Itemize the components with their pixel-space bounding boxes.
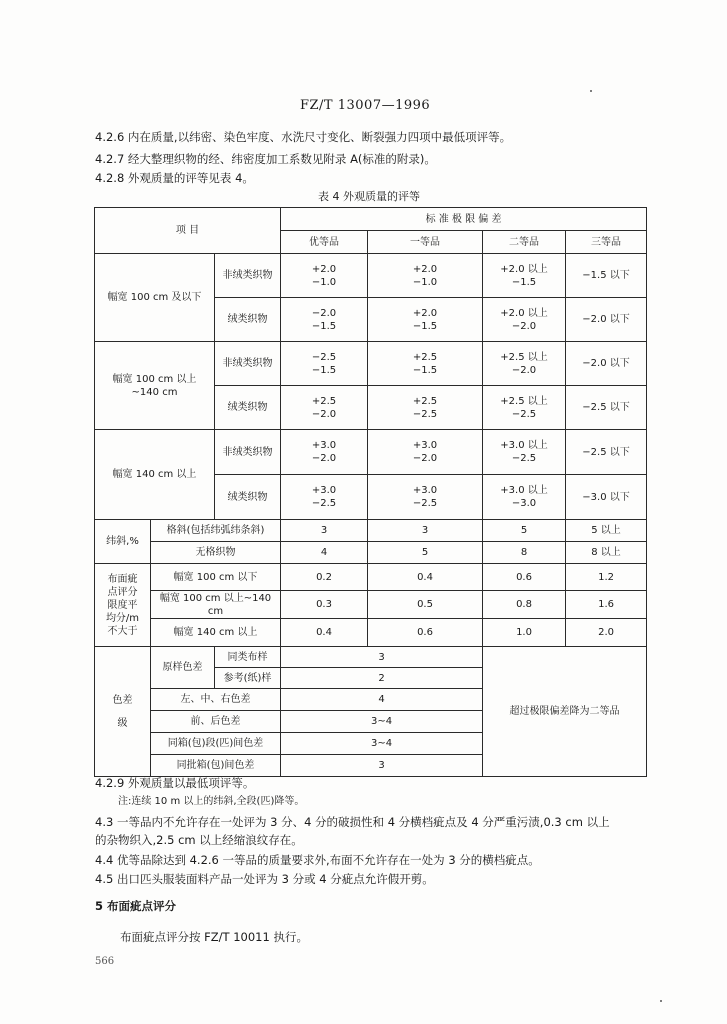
value-cell: 0.5 [368,591,483,619]
color-label: 色差 级 [95,647,151,777]
grade-header: 优等品 [281,231,368,254]
section-5-body: 布面疵点评分按 FZ/T 10011 执行。 [120,930,308,944]
limit-cell: +2.5 以上 −2.0 [483,342,566,386]
clause-4-2-9: 4.2.9 外观质量以最低项评等。 [95,776,255,790]
clause-4-5: 4.5 出口匹头服装面料产品一处评为 3 分或 4 分疵点允许假开剪。 [95,872,434,886]
header-limit: 标 准 极 限 偏 差 [281,208,647,231]
limit-cell: +3.0 以上 −2.5 [483,430,566,475]
value-cell: 0.8 [483,591,566,619]
limit-cell: +2.5 以上 −2.5 [483,386,566,430]
clause-4-2-6: 4.2.6 内在质量,以纬密、染色牢度、水洗尺寸变化、断裂强力四项中最低项评等。 [95,130,512,144]
value-cell: 4 [281,689,483,711]
color-subtype: 同箱(包)段(匹)间色差 [151,733,281,755]
table-note: 注:连续 10 m 以上的纬斜,全段(匹)降等。 [118,796,305,807]
limit-cell: +2.0 −1.0 [368,254,483,298]
color-note: 超过极限偏差降为二等品 [483,647,647,777]
limit-cell: +3.0 −2.0 [281,430,368,475]
clause-4-2-7: 4.2.7 经大整理织物的经、纬密度加工系数见附录 A(标准的附录)。 [95,152,436,166]
value-cell: 4 [281,542,368,564]
width-subtype: 绒类织物 [215,298,281,342]
value-cell: 0.2 [281,564,368,591]
color-subtype: 前、后色差 [151,711,281,733]
color-subtype: 参考(纸)样 [215,668,281,689]
limit-cell: −2.5 −1.5 [281,342,368,386]
page-number: 566 [95,956,115,967]
value-cell: 2.0 [566,619,647,647]
value-cell: 0.6 [483,564,566,591]
grade-header: 二等品 [483,231,566,254]
limit-cell: +2.5 −2.0 [281,386,368,430]
limit-cell: −2.5 以下 [566,430,647,475]
width-group-label: 幅宽 140 cm 以上 [95,430,215,520]
value-cell: 0.3 [281,591,368,619]
limit-cell: −2.0 以下 [566,298,647,342]
limit-cell: −2.0 以下 [566,342,647,386]
value-cell: 0.6 [368,619,483,647]
width-subtype: 非绒类织物 [215,254,281,298]
limit-cell: +2.0 以上 −1.5 [483,254,566,298]
value-cell: 3 [368,520,483,542]
value-cell: 5 [368,542,483,564]
value-cell: 1.2 [566,564,647,591]
value-cell: 3~4 [281,733,483,755]
value-cell: 0.4 [368,564,483,591]
limit-cell: −2.5 以下 [566,386,647,430]
value-cell: 1.6 [566,591,647,619]
value-cell: 3 [281,755,483,777]
color-subtype: 左、中、右色差 [151,689,281,711]
color-subtype: 同批箱(包)间色差 [151,755,281,777]
limit-cell: +2.0 以上 −2.0 [483,298,566,342]
limit-cell: −2.0 −1.5 [281,298,368,342]
width-group-label: 幅宽 100 cm 以上 ~140 cm [95,342,215,430]
value-cell: 0.4 [281,619,368,647]
value-cell: 3 [281,647,483,668]
limit-cell: +3.0 −2.5 [368,475,483,520]
value-cell: 2 [281,668,483,689]
scan-speck [590,90,592,92]
skew-subtype: 格斜(包括纬弧纬条斜) [151,520,281,542]
defect-label: 布面疵 点评分 限度平 均分/m 不大于 [95,564,151,647]
width-subtype: 绒类织物 [215,386,281,430]
width-subtype: 非绒类织物 [215,430,281,475]
width-subtype: 非绒类织物 [215,342,281,386]
table-caption: 表 4 外观质量的评等 [318,190,420,203]
limit-cell: +3.0 −2.0 [368,430,483,475]
width-group-label: 幅宽 100 cm 及以下 [95,254,215,342]
limit-cell: +2.0 −1.5 [368,298,483,342]
value-cell: 3 [281,520,368,542]
defect-subtype: 幅宽 100 cm 以上~140 cm [151,591,281,619]
color-sample-label: 原样色差 [151,647,215,689]
grade-header: 三等品 [566,231,647,254]
limit-cell: +3.0 −2.5 [281,475,368,520]
limit-cell: +3.0 以上 −3.0 [483,475,566,520]
limit-cell: −1.5 以下 [566,254,647,298]
clause-4-3-line2: 的杂物织入,2.5 cm 以上经缩浪纹存在。 [95,833,303,847]
defect-subtype: 幅宽 100 cm 以下 [151,564,281,591]
limit-cell: +2.5 −1.5 [368,342,483,386]
limit-cell: +2.5 −2.5 [368,386,483,430]
skew-subtype: 无格织物 [151,542,281,564]
clause-4-3-line1: 4.3 一等品内不允许存在一处评为 3 分、4 分的破损性和 4 分横档疵点及 4 分严重污渍,0.3 cm 以上 [95,815,610,829]
value-cell: 1.0 [483,619,566,647]
scan-speck [660,1000,662,1002]
limit-cell: +2.0 −1.0 [281,254,368,298]
clause-4-2-8: 4.2.8 外观质量的评等见表 4。 [95,171,254,185]
limit-cell: −3.0 以下 [566,475,647,520]
defect-subtype: 幅宽 140 cm 以上 [151,619,281,647]
header-item: 项 目 [95,208,281,254]
standard-code: FZ/T 13007—1996 [300,98,431,113]
appearance-quality-table [94,207,647,777]
skew-label: 纬斜,% [95,520,151,564]
value-cell: 8 以上 [566,542,647,564]
section-5-title: 5 布面疵点评分 [95,899,177,913]
width-subtype: 绒类织物 [215,475,281,520]
clause-4-4: 4.4 优等品除达到 4.2.6 一等品的质量要求外,布面不允许存在一处为 3 分的横档疵点。 [95,853,540,867]
value-cell: 8 [483,542,566,564]
color-subtype: 同类布样 [215,647,281,668]
value-cell: 5 以上 [566,520,647,542]
value-cell: 3~4 [281,711,483,733]
grade-header: 一等品 [368,231,483,254]
value-cell: 5 [483,520,566,542]
